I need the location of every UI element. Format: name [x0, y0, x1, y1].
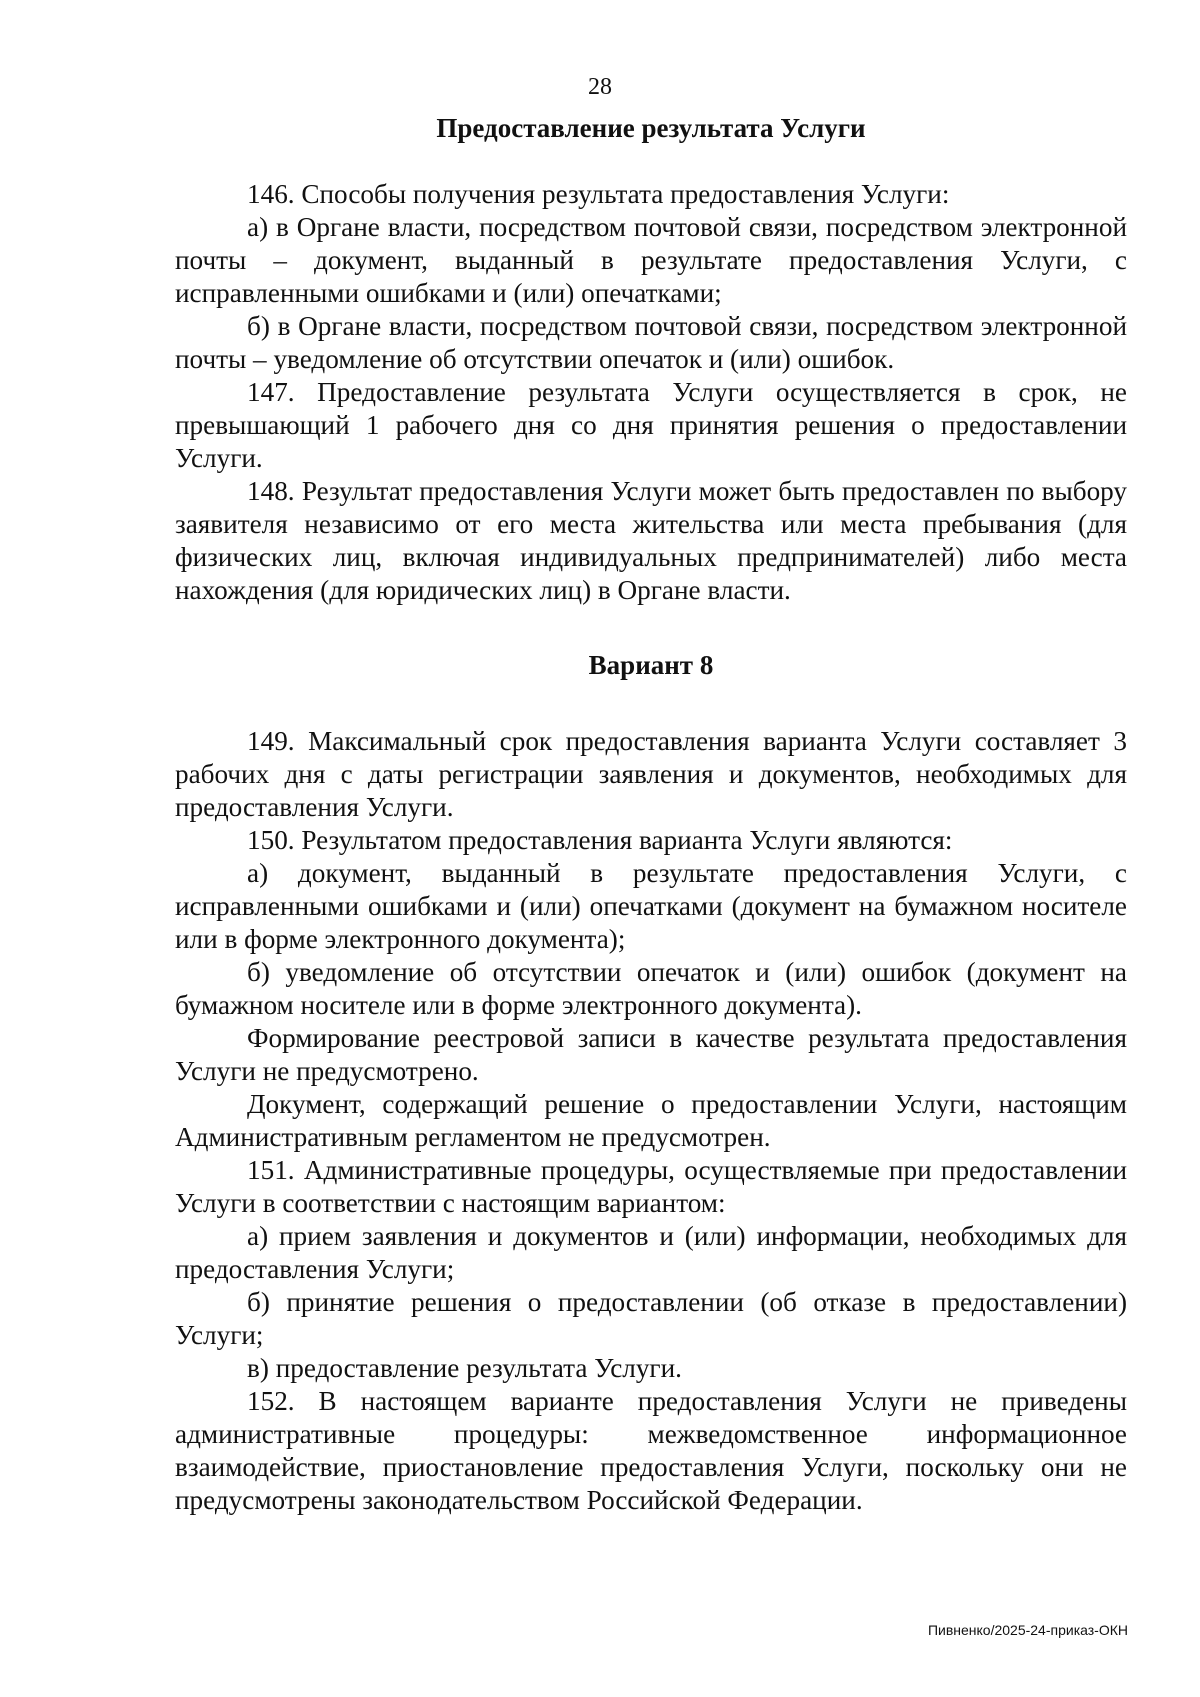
paragraph-150-a: а) документ, выданный в результате предоставления Услуги, с исправленными ошибками и (или) опечатками (документ на бумажном носителе или в форме электронного документа); — [175, 858, 1127, 954]
paragraph-151-b: б) принятие решения о предоставлении (об отказе в предоставлении) Услуги; — [175, 1287, 1127, 1350]
document-body — [175, 112, 1127, 1517]
paragraph-150-b: б) уведомление об отсутствии опечаток и (или) ошибок (документ на бумажном носителе или в форме электронного документа). — [175, 957, 1127, 1020]
paragraph-150: 150. Результатом предоставления варианта Услуги являются: — [247, 825, 953, 855]
paragraph-148: 148. Результат предоставления Услуги может быть предоставлен по выбору заявителя независимо от его места жительства или места пребывания (для физических лиц, включая индивидуальных предпринимателей) либо места нахождения (для юридических лиц) в Органе власти. — [175, 476, 1127, 605]
paragraph-151: 151. Административные процедуры, осуществляемые при предоставлении Услуги в соответствии с настоящим вариантом: — [175, 1155, 1127, 1218]
section-title-result: Предоставление результата Услуги — [436, 113, 866, 143]
paragraph-152: 152. В настоящем варианте предоставления Услуги не приведены административные процедуры: межведомственное информационное взаимодействие, приостановление предоставления Услуги, поскольку они не предусмотрены законодательством Российской Федерации. — [175, 1386, 1127, 1515]
paragraph-146: 146. Способы получения результата предоставления Услуги: — [247, 179, 950, 209]
paragraph-decision-document: Документ, содержащий решение о предоставлении Услуги, настоящим Административным регламентом не предусмотрен. — [175, 1089, 1127, 1152]
page-number: 28 — [588, 74, 612, 100]
paragraph-149: 149. Максимальный срок предоставления варианта Услуги составляет 3 рабочих дня с даты регистрации заявления и документов, необходимых для предоставления Услуги. — [175, 726, 1127, 822]
paragraph-147: 147. Предоставление результата Услуги осуществляется в срок, не превышающий 1 рабочего дня со дня принятия решения о предоставлении Услуги. — [175, 377, 1127, 473]
paragraph-151-a: а) прием заявления и документов и (или) информации, необходимых для предоставления Услуги; — [175, 1221, 1127, 1284]
paragraph-151-c: в) предоставление результата Услуги. — [247, 1353, 682, 1383]
paragraph-146-b: б) в Органе власти, посредством почтовой связи, посредством электронной почты – уведомление об отсутствии опечаток и (или) ошибок. — [175, 311, 1127, 374]
document-footer-reference: Пивненко/2025-24-приказ-ОКН — [927, 1622, 1128, 1638]
section-title-variant-8: Вариант 8 — [588, 650, 714, 680]
paragraph-146-a: а) в Органе власти, посредством почтовой связи, посредством электронной почты – документ, выданный в результате предоставления Услуги, с исправленными ошибками и (или) опечатками; — [175, 212, 1127, 308]
paragraph-registry-record: Формирование реестровой записи в качестве результата предоставления Услуги не предусмотрено. — [175, 1023, 1127, 1086]
